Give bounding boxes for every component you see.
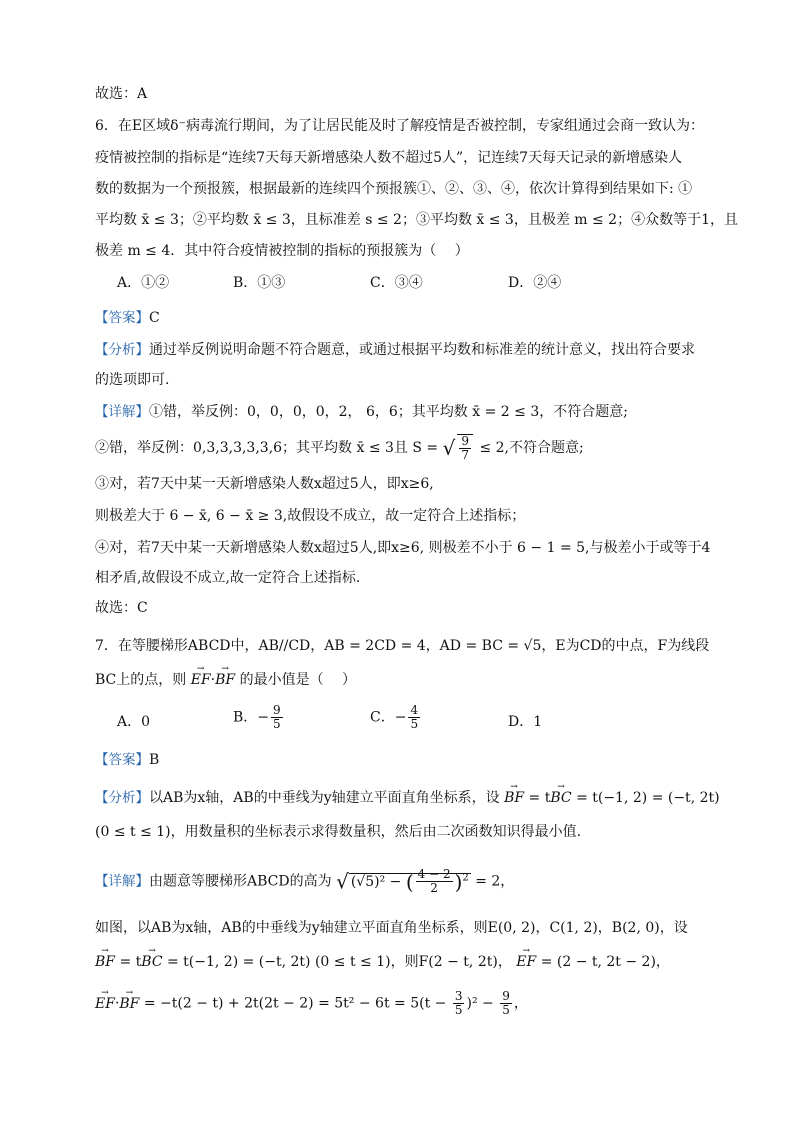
dot-operator: · [210, 672, 216, 688]
fraction-numerator: 3 [454, 989, 463, 1003]
vector-bc: → BC [141, 952, 162, 972]
vector-bf: → BF [504, 788, 524, 808]
answer-value: B [149, 752, 160, 768]
detail-tag: 【详解】 [95, 404, 149, 420]
q6-detail-line-5: ④对，若7天中某一天新增感染人数x超过5人,即x≥6, 则极差不小于 6 − 1 = 5,与极差小于或等于4 [95, 540, 711, 556]
q6-answer-line [95, 308, 160, 328]
answer-value: C [149, 310, 160, 326]
detail-text: ≤ 2,不符合题意; [479, 440, 584, 456]
detail-text: = t(−1, 2) = (−t, 2t) (0 ≤ t ≤ 1)，则F(2 − t, 2t)， [167, 954, 512, 970]
detail-text: (√5)² − [350, 873, 402, 890]
fraction-denominator: 2 [430, 881, 438, 896]
fraction-denominator: 5 [502, 1003, 510, 1017]
fraction-numerator: 4 [410, 703, 419, 717]
q7-detail-line-4 [95, 990, 528, 1017]
detail-fraction [416, 868, 453, 895]
detail-text: ②错，举反例：0,3,3,3,3,3,6；其平均数 x̄ ≤ 3且 S = [95, 440, 439, 456]
q7-analysis-line-1 [95, 788, 720, 808]
detail-text: )² − [466, 995, 494, 1012]
q6-detail-line-4: 则极差大于 6 − x̄, 6 − x̄ ≥ 3,故假设不成立，故一定符合上述指标； [95, 508, 526, 524]
detail-text: = 2， [475, 873, 515, 890]
sqrt-sign: √ [336, 869, 349, 894]
fraction-denominator: 5 [273, 717, 281, 731]
q6-choose-line: 故选：C [95, 600, 148, 616]
dot-operator: · [114, 995, 120, 1012]
q6-detail-line-1 [95, 402, 628, 422]
detail-text: = (2 − t, 2t − 2)， [540, 954, 670, 970]
answer-tag: 【答案】 [95, 752, 149, 768]
detail-fraction [500, 990, 512, 1017]
analysis-text: 以AB为x轴，AB的中垂线为y轴建立平面直角坐标系，设 [149, 790, 500, 806]
detail-text: = −t(2 − t) + 2t(2t − 2) = 5t² − 6t = 5(t − [143, 995, 447, 1012]
sqrt-fraction [457, 434, 473, 462]
q6-stem-line-4: 平均数 x̄ ≤ 3；②平均数 x̄ ≤ 3，且标准差 s ≤ 2；③平均数 x̄ ≤ 3，且极差 m ≤ 2；④众数等于1，且 [95, 212, 738, 228]
sqrt-sign: √ [442, 436, 456, 460]
fraction-numerator: 9 [502, 989, 510, 1003]
detail-fraction [453, 990, 465, 1017]
option-label: C．− [370, 709, 407, 726]
q6-analysis-line-2: 的选项即可. [95, 372, 170, 388]
detail-text: 由题意等腰梯形ABCD的高为 [149, 873, 332, 890]
answer-tag: 【答案】 [95, 310, 149, 326]
q6-stem-line-3: 数的数据为一个预报簇，根据最新的连续四个预报簇①、②、③、④，依次计算得到结果如下: ① [95, 181, 693, 197]
vector-bc: → BC [550, 788, 571, 808]
option-label: B．− [233, 709, 270, 726]
fraction-denominator: 7 [461, 448, 470, 462]
q7-detail-line-1 [95, 868, 514, 895]
q7-detail-line-3 [95, 952, 670, 972]
q7-analysis-line-2: (0 ≤ t ≤ 1)，用数量积的坐标表示求得数量积，然后由二次函数知识得最小值. [95, 824, 582, 840]
detail-text: = t [119, 954, 142, 970]
fraction-denominator: 5 [454, 1003, 463, 1017]
analysis-tag: 【分析】 [95, 342, 149, 358]
exponent: 2 [462, 872, 469, 883]
q7-stem-line-2 [95, 670, 356, 690]
q6-option-b: B．①③ [233, 275, 286, 291]
analysis-text: 通过举反例说明命题不符合题意，或通过根据平均数和标准差的统计意义，找出符合要求 [149, 342, 695, 358]
q6-analysis-line-1 [95, 340, 695, 360]
q7-option-d: D．1 [508, 714, 543, 730]
q7-option-c [370, 704, 422, 731]
q7-detail-line-2: 如图，以AB为x轴，AB的中垂线为y轴建立平面直角坐标系，则E(0, 2)，C(1, 2)，B(2, 0)，设 [95, 920, 688, 936]
fraction-numerator: 9 [461, 434, 470, 448]
paren-close: ) [454, 869, 463, 894]
stem-text: BC上的点，则 [95, 672, 187, 688]
detail-tag: 【详解】 [95, 873, 149, 890]
fraction-numerator: 9 [273, 703, 281, 717]
analysis-tag: 【分析】 [95, 790, 149, 806]
analysis-text: = t [528, 790, 551, 806]
q6-detail-line-6: 相矛盾,故假设不成立,故一定符合上述指标. [95, 570, 361, 586]
q6-option-d: D．②④ [508, 275, 562, 291]
vector-bf: → BF [215, 670, 235, 690]
option-fraction [408, 704, 420, 731]
q6-detail-line-3: ③对，若7天中某一天新增感染人数x超过5人，即x≥6, [95, 476, 434, 492]
vector-ef: → EF [191, 670, 211, 690]
q5-choose-line: 故选：A [95, 86, 148, 102]
vector-ef: → EF [516, 952, 536, 972]
sqrt-radicand [349, 867, 471, 896]
vector-bf: → BF [95, 952, 115, 972]
q6-stem-line-5: 极差 m ≤ 4．其中符合疫情被控制的指标的预报簇为（ ） [95, 243, 469, 259]
q6-option-c: C．③④ [370, 275, 423, 291]
fraction-denominator: 5 [410, 717, 419, 731]
option-fraction [271, 704, 283, 731]
q7-stem-line-1: 7．在等腰梯形ABCD中，AB//CD，AB = 2CD = 4，AD = BC = √5，E为CD的中点，F为线段 [95, 638, 710, 654]
vector-bf: → BF [119, 994, 139, 1014]
q6-option-a: A．①② [117, 275, 170, 291]
q7-option-a: A．0 [117, 714, 151, 730]
vector-ef: → EF [95, 994, 115, 1014]
q6-detail-line-2 [95, 434, 584, 462]
paren-open: ( [405, 869, 414, 894]
q6-stem-line-1: 6．在E区域δ⁻病毒流行期间，为了让居民能及时了解疫情是否被控制，专家组通过会商一致认为： [95, 118, 704, 134]
analysis-text: = t(−1, 2) = (−t, 2t) [576, 790, 720, 806]
detail-text: ， [513, 995, 528, 1012]
q7-answer-line [95, 750, 159, 770]
q7-option-b [233, 704, 285, 731]
fraction-numerator: 4 − 2 [417, 867, 451, 882]
stem-text: 的最小值是（ ） [239, 672, 357, 688]
q6-stem-line-2: 疫情被控制的指标是“连续7天每天新增感染人数不超过5人”，记连续7天每天记录的新增感染人 [95, 150, 683, 166]
detail-text: ①错，举反例：0，0，0，0，2， 6，6；其平均数 x̄ = 2 ≤ 3，不符合题意; [149, 404, 628, 420]
